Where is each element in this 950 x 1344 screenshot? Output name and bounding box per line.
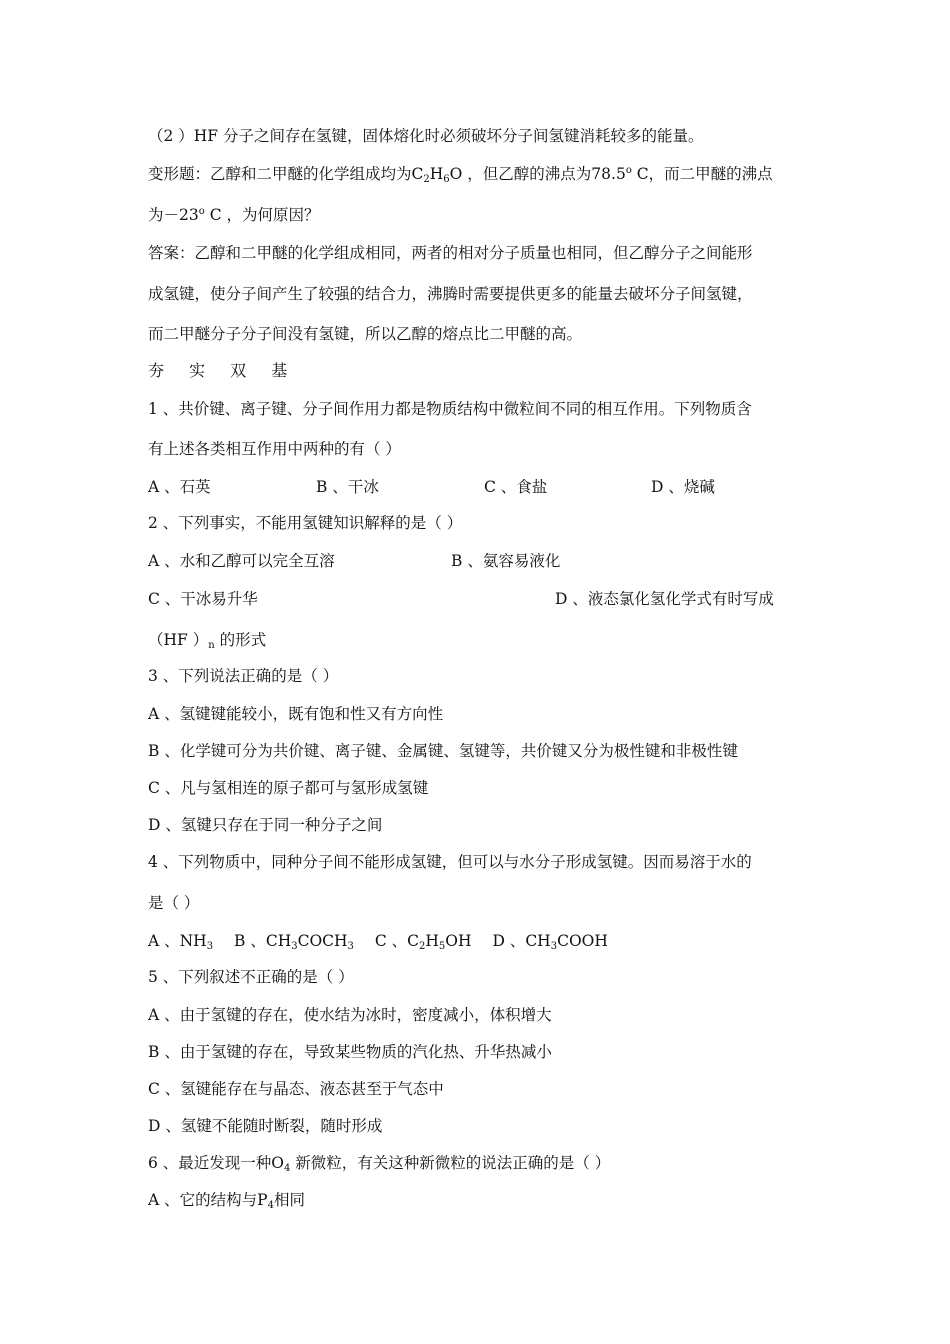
superscript: o — [198, 206, 205, 217]
subscript: 3 — [347, 941, 354, 952]
subscript: 2 — [419, 941, 426, 952]
text-run: COCH — [297, 932, 348, 950]
subscript: 3 — [206, 941, 214, 952]
variant-question-line-2 — [148, 205, 319, 225]
question-1-line: 1 、共价键、离子键、分子间作用力都是物质结构中微粒间不同的相互作用。下列物质含 — [148, 400, 752, 418]
q2-option-d-continued — [148, 630, 266, 650]
text-run: O ，但乙醇的沸点为78.5 — [449, 165, 626, 183]
subscript: 3 — [291, 941, 298, 952]
variant-question-line — [148, 164, 773, 184]
q3-option-c: C 、凡与氢相连的原子都可与氢形成氢键 — [148, 779, 429, 797]
text-run: 变形题：乙醇和二甲醚的化学组成均为C — [148, 165, 424, 183]
text-run: B 、CH — [234, 932, 292, 950]
text-run: C，而二甲醚的沸点 — [631, 165, 773, 183]
text-run: C 、C — [374, 932, 420, 950]
answer-line: 成氢键，使分子间产生了较强的结合力，沸腾时需要提供更多的能量去破坏分子间氢键， — [148, 285, 753, 303]
question-4-line-2: 是（ ） — [148, 894, 200, 912]
question-6-line — [148, 1153, 610, 1173]
text-run: A 、NH — [148, 932, 207, 950]
text-run: OH — [445, 932, 472, 950]
text-run: 为－23 — [148, 206, 199, 224]
section-title: 夯 实 双 基 — [148, 361, 298, 380]
subscript: n — [208, 640, 215, 651]
subscript: 4 — [284, 1163, 291, 1174]
q4-option-c — [375, 932, 472, 950]
subscript: 5 — [438, 941, 446, 952]
subscript: 2 — [423, 174, 430, 185]
text-run: H — [429, 165, 444, 183]
q4-option-a — [148, 932, 213, 950]
question-2-line: 2 、下列事实，不能用氢键知识解释的是（ ） — [148, 514, 463, 532]
q3-option-d: D 、氢键只存在于同一种分子之间 — [148, 816, 383, 834]
answer-line-2 — [148, 126, 704, 146]
question-4-line: 4 、下列物质中，同种分子间不能形成氢键，但可以与水分子形成氢键。因而易溶于水的 — [148, 853, 752, 871]
question-5-line: 5 、下列叙述不正确的是（ ） — [148, 968, 354, 986]
q5-option-c: C 、氢键能存在与晶态、液态甚至于气态中 — [148, 1080, 444, 1098]
q2-option-c: C 、干冰易升华 — [148, 590, 258, 608]
q5-option-d: D 、氢键不能随时断裂，随时形成 — [148, 1117, 383, 1135]
q3-option-b: B 、化学键可分为共价键、离子键、金属键、氢键等，共价键又分为极性键和非极性键 — [148, 742, 738, 760]
q1-option-c: C 、食盐 — [484, 478, 548, 496]
answer-line: 而二甲醚分子分子间没有氢键，所以乙醇的熔点比二甲醚的高。 — [148, 325, 583, 343]
text-run: D 、CH — [492, 932, 551, 950]
text-run: A 、它的结构与P — [148, 1191, 268, 1209]
question-1-line-2: 有上述各类相互作用中两种的有（ ） — [148, 440, 401, 458]
q5-option-b: B 、由于氢键的存在，导致某些物质的汽化热、升华热减小 — [148, 1043, 552, 1061]
answer-line: 答案：乙醇和二甲醚的化学组成相同，两者的相对分子质量也相同，但乙醇分子之间能形 — [148, 244, 753, 262]
q5-option-a: A 、由于氢键的存在，使水结为冰时，密度减小，体积增大 — [148, 1006, 552, 1024]
q4-options — [148, 931, 608, 951]
text-run: COOH — [557, 932, 608, 950]
q1-option-d: D 、烧碱 — [651, 478, 715, 496]
q4-option-b — [234, 932, 354, 950]
text-run: 6 、最近发现一种O — [148, 1154, 284, 1172]
question-3-line: 3 、下列说法正确的是（ ） — [148, 667, 339, 685]
subscript: 4 — [267, 1200, 274, 1211]
q1-option-b: B 、干冰 — [316, 478, 379, 496]
answer-text: （2 ）HF 分子之间存在氢键，固体熔化时必须破坏分子间氢键消耗较多的能量。 — [148, 127, 704, 145]
superscript: o — [625, 165, 632, 176]
q1-option-a: A 、石英 — [148, 478, 211, 496]
text-run: C ，为何原因？ — [204, 206, 320, 224]
subscript: 3 — [550, 941, 558, 952]
q4-option-d — [492, 932, 607, 950]
text-run: H — [425, 932, 439, 950]
q2-option-b: B 、氨容易液化 — [451, 552, 561, 570]
text-run: （HF ） — [148, 631, 209, 649]
text-run: 相同 — [273, 1191, 305, 1209]
q6-option-a — [148, 1190, 305, 1210]
subscript: 6 — [443, 174, 450, 185]
text-run: 的形式 — [214, 631, 267, 649]
q2-option-a: A 、水和乙醇可以完全互溶 — [148, 552, 335, 570]
text-run: 新微粒，有关这种新微粒的说法正确的是（ ） — [290, 1154, 611, 1172]
q3-option-a: A 、氢键键能较小，既有饱和性又有方向性 — [148, 705, 444, 723]
q2-option-d: D 、液态氯化氢化学式有时写成 — [555, 590, 774, 608]
